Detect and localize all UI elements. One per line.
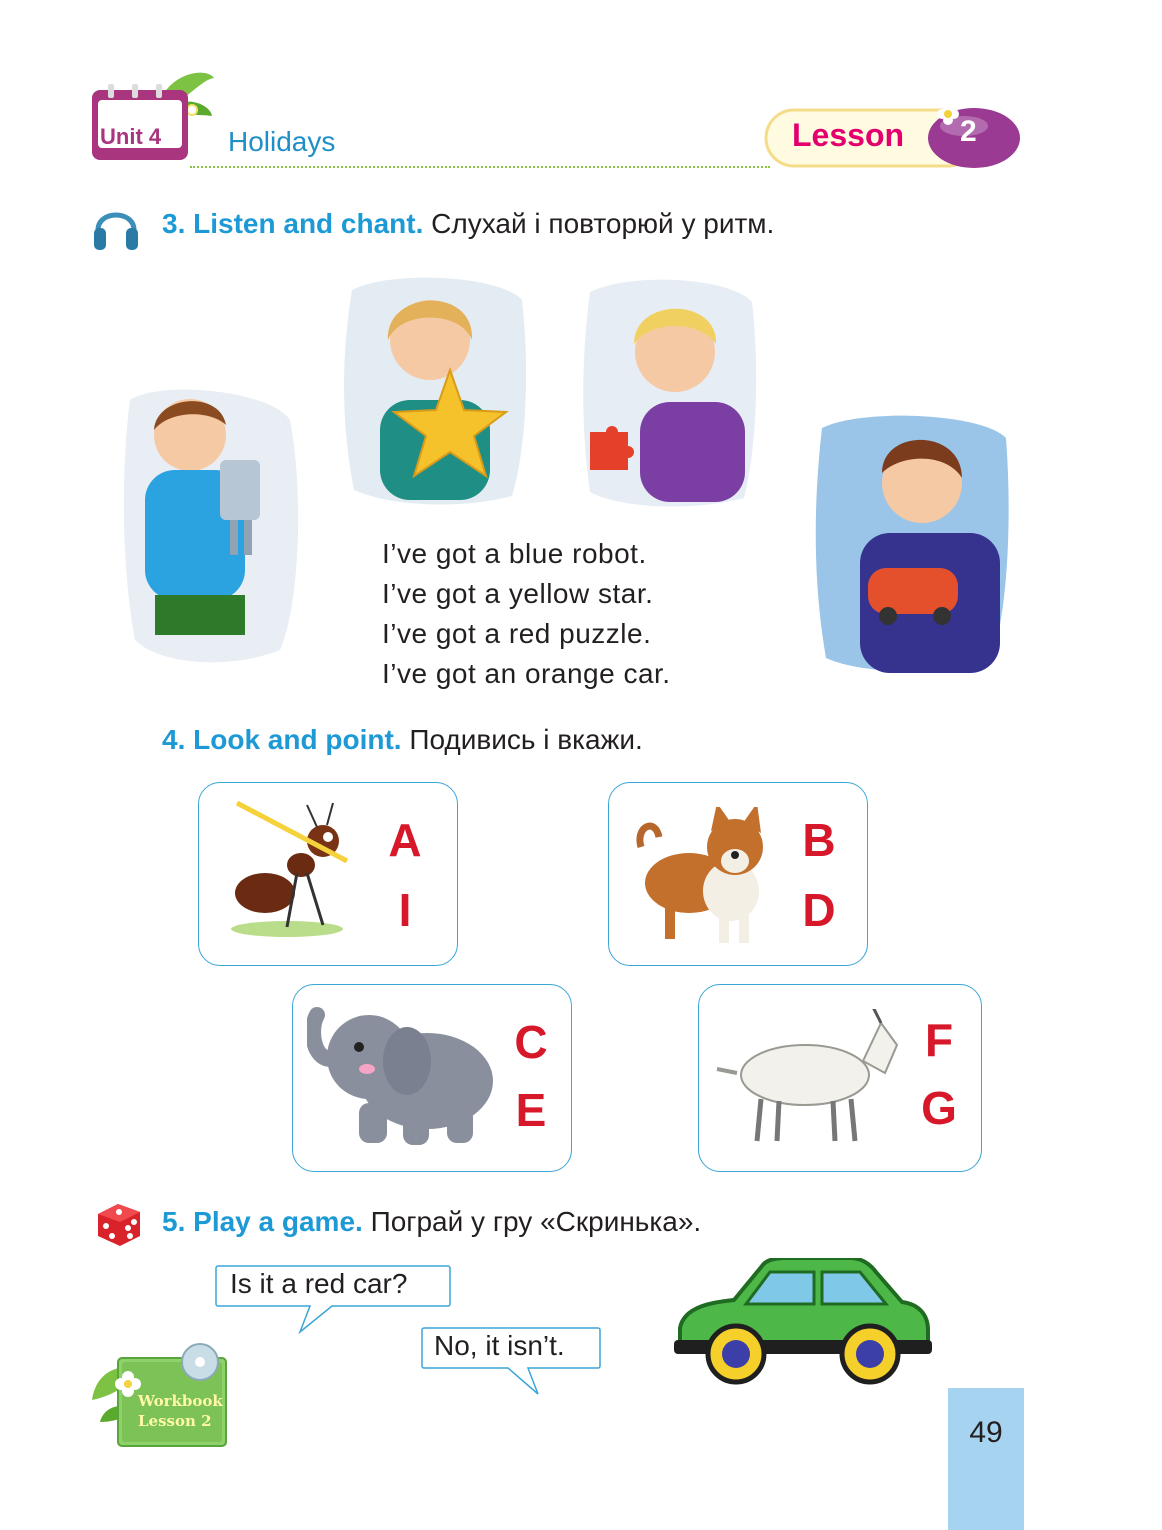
exercise-title-en: Look and point. [193, 724, 402, 755]
header-divider [190, 166, 770, 168]
chant-line: I’ve got an orange car. [382, 658, 671, 689]
exercise-number: 4. [162, 724, 186, 755]
dog-picture [635, 807, 775, 947]
workbook-label: Workbook [138, 1392, 223, 1410]
chant-line: I’ve got a red puzzle. [382, 618, 652, 649]
page-number-box [948, 1388, 1024, 1530]
workbook-lesson-label: Lesson 2 [138, 1412, 212, 1430]
chant-line: I’ve got a yellow star. [382, 578, 654, 609]
elephant-picture [307, 999, 497, 1159]
exercise-title-ua: Слухай і повторюй у ритм. [431, 208, 775, 239]
picture-card-goat[interactable] [698, 984, 982, 1172]
exercise-title-ua: Подивись і вкажи. [409, 724, 643, 755]
card-letter: D [802, 884, 836, 936]
exercise-4-heading [162, 724, 643, 756]
chant-lines [382, 534, 671, 694]
boy-with-robot-illustration [120, 380, 310, 674]
ant-picture [227, 801, 357, 941]
headphones-icon [92, 200, 140, 260]
card-letter: I [398, 884, 412, 936]
exercise-number: 5. [162, 1206, 186, 1237]
page-number: 49 [969, 1416, 1003, 1449]
chant-line: I’ve got a blue robot. [382, 538, 647, 569]
card-letter: C [514, 1016, 548, 1068]
girl-with-puzzle-illustration [580, 272, 760, 516]
card-letter: E [515, 1084, 547, 1136]
exercise-number: 3. [162, 208, 186, 239]
card-letter: A [388, 814, 422, 866]
green-car-picture [674, 1258, 932, 1394]
exercise-3-heading [162, 208, 774, 240]
dice-icon [94, 1200, 144, 1252]
girl-with-star-illustration [340, 270, 530, 514]
exercise-title-ua: Пограй у гру «Скринька». [370, 1206, 702, 1237]
exercise-5-heading [162, 1206, 701, 1238]
picture-card-ant[interactable] [198, 782, 458, 966]
picture-card-elephant[interactable] [292, 984, 572, 1172]
lesson-label: Lesson [792, 117, 905, 153]
unit-label: Unit 4 [100, 124, 162, 149]
lesson-number: 2 [960, 115, 977, 148]
unit-badge [92, 90, 188, 168]
unit-title: Holidays [228, 126, 336, 157]
workbook-badge[interactable] [92, 1340, 232, 1452]
card-letter: B [802, 814, 836, 866]
bubble-question-text: Is it a red car? [230, 1268, 408, 1299]
card-letter: G [921, 1082, 957, 1134]
picture-card-dog[interactable] [608, 782, 868, 966]
boy-with-car-illustration [812, 408, 1012, 682]
goat-picture [713, 1009, 903, 1149]
card-letter: F [924, 1014, 954, 1066]
bubble-answer-text: No, it isn’t. [434, 1330, 565, 1361]
exercise-title-en: Play a game. [193, 1206, 363, 1237]
exercise-title-en: Listen and chant. [193, 208, 424, 239]
